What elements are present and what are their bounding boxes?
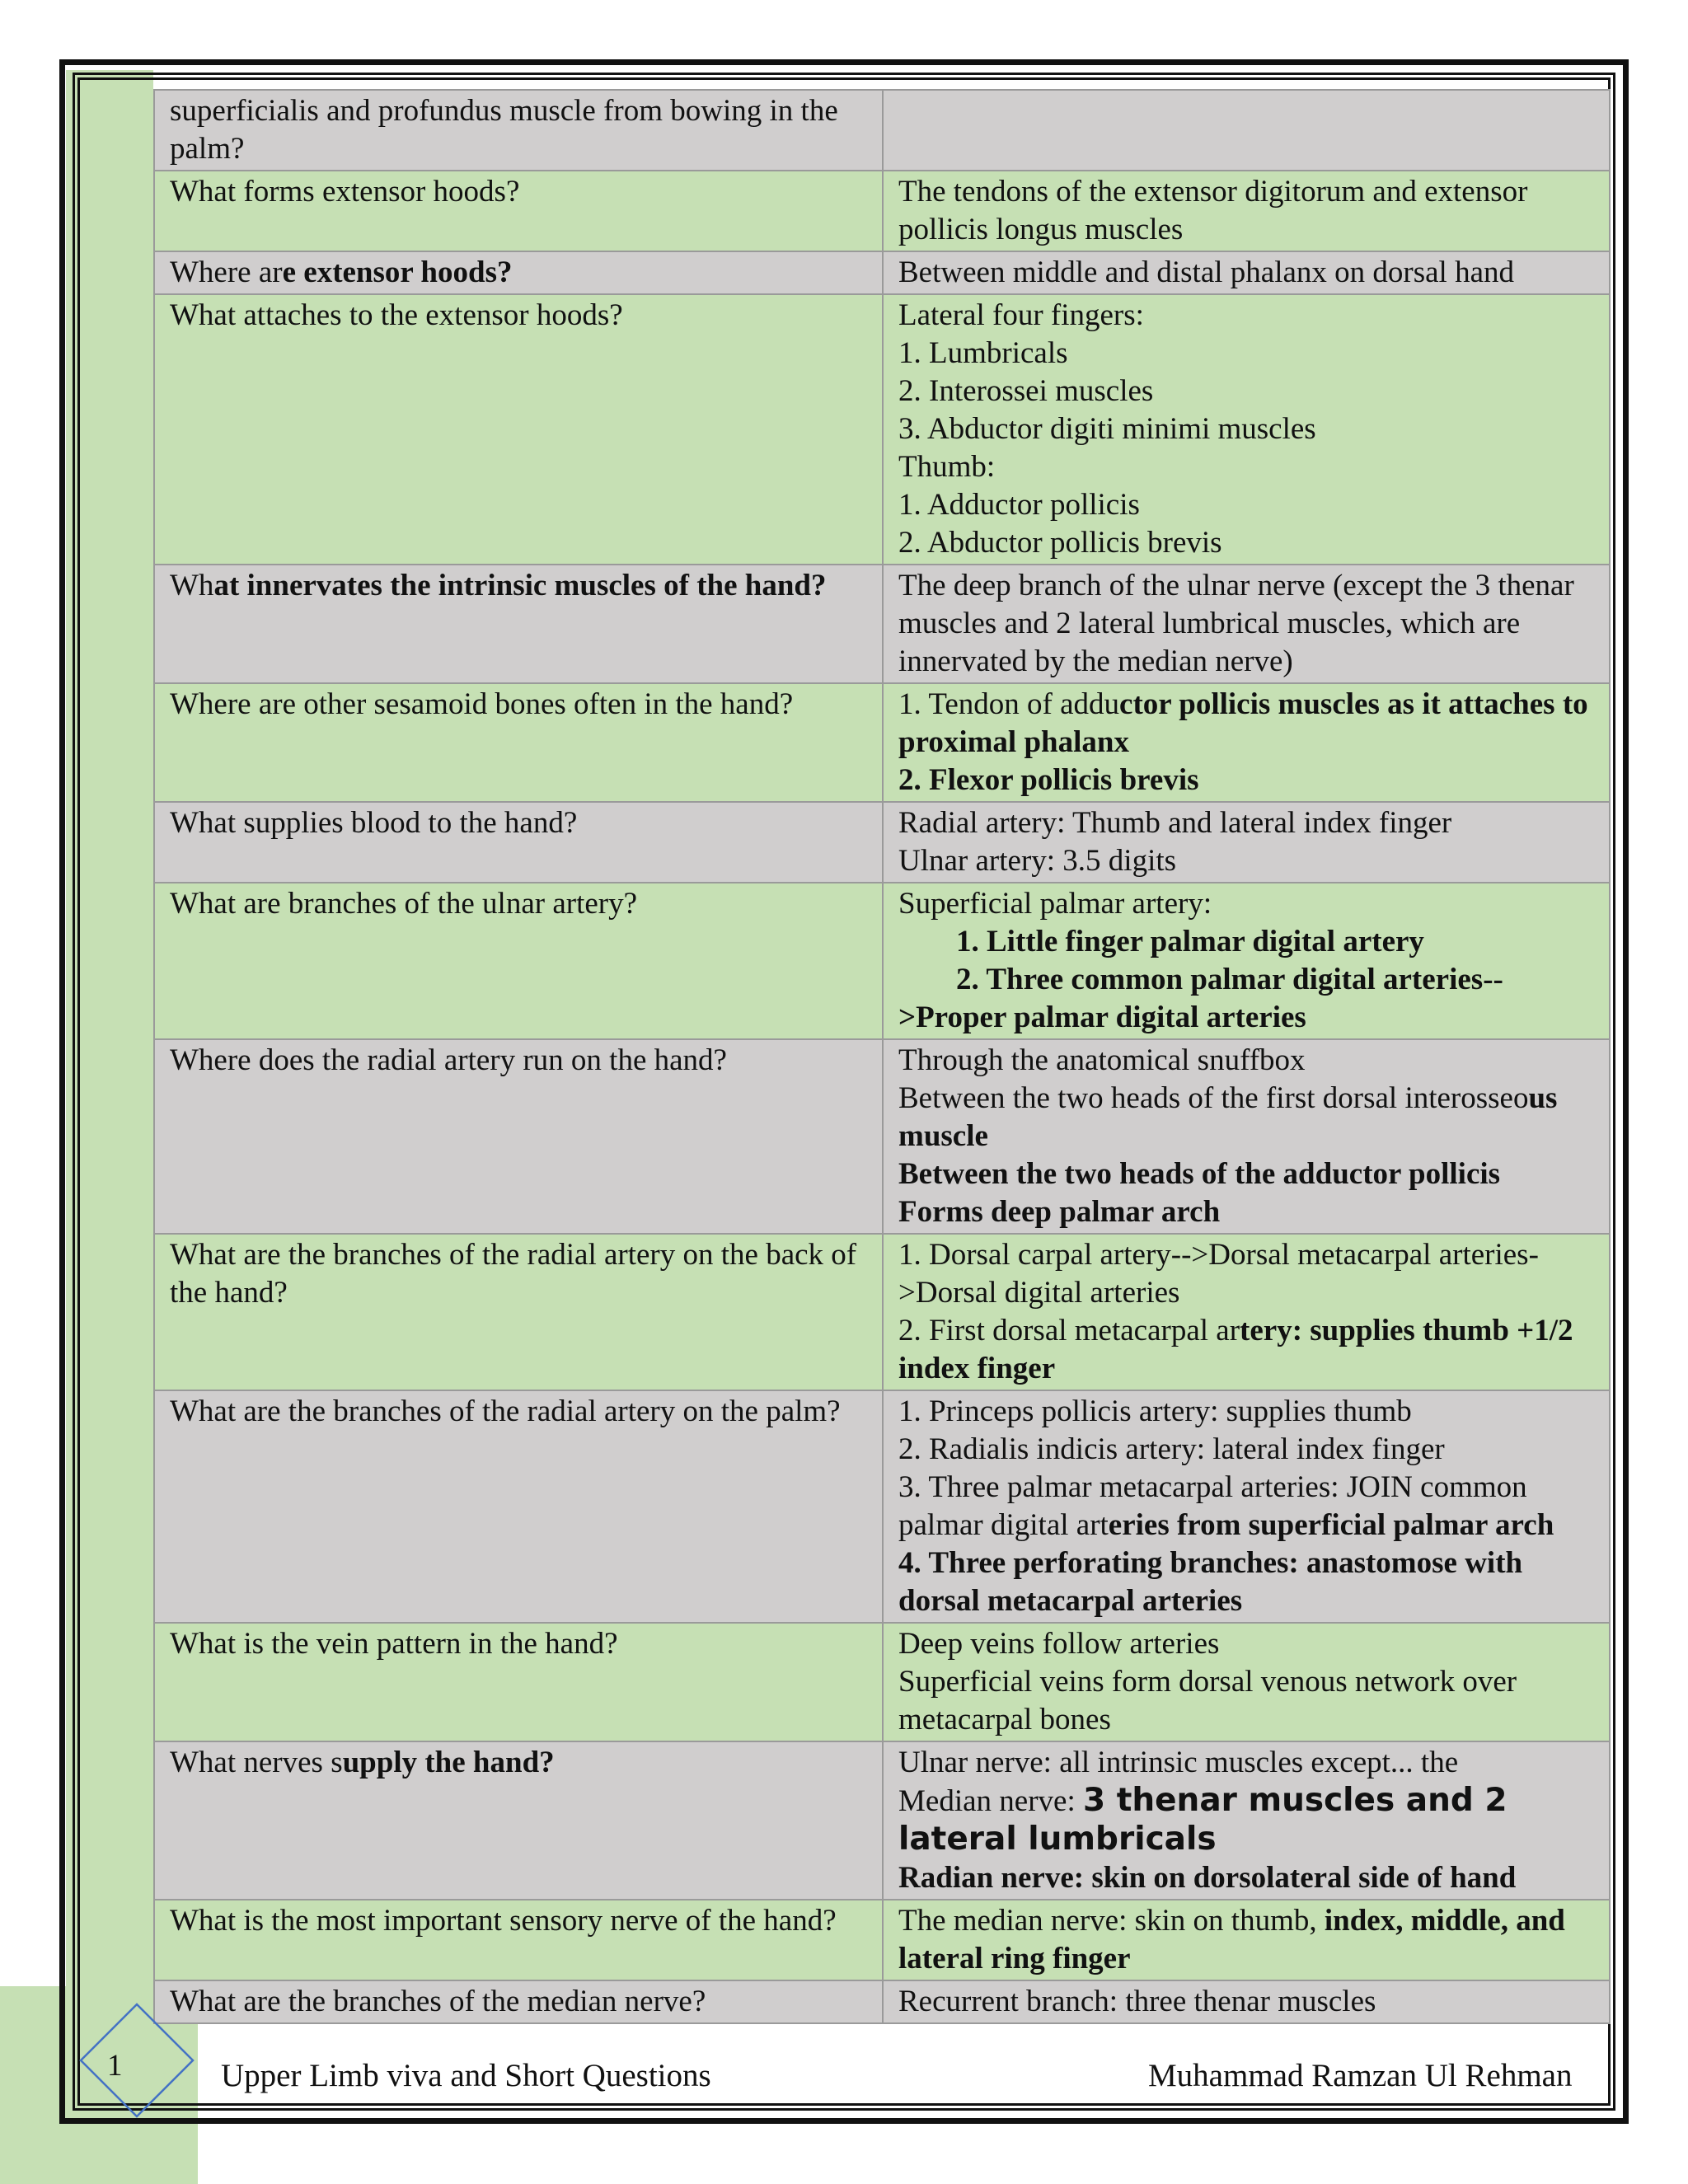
answer-text: Radial artery: Thumb and lateral index finger: [898, 806, 1452, 840]
answer-line: [898, 842, 1594, 880]
question-text: superficialis and profundus muscle from bowing in the palm?: [170, 94, 838, 166]
answer-line: [898, 173, 1594, 249]
answer-cell: [883, 90, 1610, 171]
question-text: What are the branches of the radial artery on the back of the hand?: [170, 1238, 857, 1310]
qa-row: [154, 90, 1610, 171]
answer-line: [898, 1744, 1594, 1782]
answer-cell: [883, 1234, 1610, 1390]
question-cell: [154, 1039, 883, 1234]
page-number: 1: [107, 2049, 123, 2083]
answer-line: [898, 1236, 1594, 1312]
question-text: What are branches of the ulnar artery?: [170, 887, 638, 921]
question-text: at innervates the intrinsic muscles of the hand?: [213, 569, 827, 602]
answer-line: [898, 1782, 1594, 1859]
answer-text: 4. Three perforating branches: anastomose with dorsal metacarpal arteries: [898, 1546, 1523, 1618]
answer-line: [898, 524, 1594, 562]
question-text: What nerves s: [170, 1746, 343, 1779]
answer-cell: [883, 1390, 1610, 1623]
question-cell: [154, 251, 883, 294]
qa-row: [154, 565, 1610, 683]
qa-row: [154, 1039, 1610, 1234]
answer-cell: [883, 1741, 1610, 1900]
answer-line: [898, 999, 1594, 1037]
question-cell: [154, 1390, 883, 1623]
answer-text: index, middle, and lateral ring finger: [898, 1904, 1565, 1975]
question-cell: [154, 802, 883, 883]
answer-text: 3. Abductor digiti minimi muscles: [898, 412, 1316, 446]
answer-text: Ulnar nerve: all intrinsic muscles except... the: [898, 1746, 1459, 1779]
answer-line: [898, 567, 1594, 681]
answer-cell: [883, 171, 1610, 251]
answer-text: Deep veins follow arteries: [898, 1627, 1220, 1661]
question-text: What is the most important sensory nerve of the hand?: [170, 1904, 837, 1938]
question-cell: [154, 565, 883, 683]
question-text: What are the branches of the median nerve?: [170, 1985, 706, 2018]
page-number-diamond-icon: [76, 1999, 198, 2121]
answer-cell: [883, 883, 1610, 1039]
answer-line: [898, 297, 1594, 335]
answer-text: 1. Princeps pollicis artery: supplies thumb: [898, 1394, 1412, 1428]
answer-text: 3. Three palmar metacarpal arteries: JOIN common palmar digital art: [898, 1470, 1527, 1542]
qa-row: [154, 1900, 1610, 1980]
question-cell: [154, 90, 883, 171]
answer-text: 1. Tendon of addu: [898, 687, 1120, 721]
answer-line: [898, 1902, 1594, 1978]
answer-line: [898, 686, 1594, 762]
answer-text: Median nerve:: [898, 1784, 1083, 1818]
answer-text: 3 thenar muscles and 2 lateral lumbricals: [898, 1782, 1507, 1858]
qa-row: [154, 1980, 1610, 2023]
answer-line: [898, 1983, 1594, 2021]
answer-text: us muscle: [898, 1081, 1558, 1153]
qa-row: [154, 1623, 1610, 1741]
answer-line: [898, 486, 1594, 524]
answer-line: [898, 762, 1594, 799]
answer-line: [898, 1544, 1594, 1620]
qa-row: [154, 251, 1610, 294]
answer-cell: [883, 1623, 1610, 1741]
answer-line: [898, 885, 1594, 923]
answer-line: [898, 335, 1594, 373]
answer-text: >Proper palmar digital arteries: [898, 1001, 1306, 1034]
answer-text: Recurrent branch: three thenar muscles: [898, 1985, 1376, 2018]
question-text: Where are other sesamoid bones often in the hand?: [170, 687, 794, 721]
qa-table-body: [154, 90, 1610, 2023]
answer-text: 2. First dorsal metacarpal ar: [898, 1314, 1240, 1347]
answer-text: 1. Little finger palmar digital artery: [956, 925, 1424, 958]
answer-line: [898, 1431, 1594, 1469]
answer-text: 2. Flexor pollicis brevis: [898, 763, 1199, 797]
qa-row: [154, 1234, 1610, 1390]
answer-line: [898, 804, 1594, 842]
question-text: Where does the radial artery run on the hand?: [170, 1043, 727, 1077]
question-cell: [154, 1234, 883, 1390]
answer-text: The tendons of the extensor digitorum and extensor pollicis longus muscles: [898, 175, 1528, 246]
qa-row: [154, 883, 1610, 1039]
answer-cell: [883, 294, 1610, 565]
question-text: upply the hand?: [342, 1746, 555, 1779]
question-text: What are the branches of the radial artery on the palm?: [170, 1394, 841, 1428]
question-text: What forms extensor hoods?: [170, 175, 520, 209]
question-text: Wh: [170, 569, 214, 602]
answer-text: 2. Three common palmar digital arteries--: [956, 963, 1503, 996]
answer-cell: [883, 565, 1610, 683]
question-text: What attaches to the extensor hoods?: [170, 298, 623, 332]
question-text: e extensor hoods?: [282, 255, 513, 289]
qa-table: [153, 89, 1611, 2024]
answer-line: [898, 1042, 1594, 1080]
answer-text: The deep branch of the ulnar nerve (except the 3 thenar muscles and 2 lateral lumbrical muscles, which are innervated by the median nerve): [898, 569, 1574, 678]
footer-title: Upper Limb viva and Short Questions: [221, 2058, 711, 2093]
answer-text: Superficial palmar artery:: [898, 887, 1212, 921]
question-text: What is the vein pattern in the hand?: [170, 1627, 618, 1661]
question-cell: [154, 1623, 883, 1741]
answer-text: Radian nerve: skin on dorsolateral side of hand: [898, 1861, 1517, 1895]
answer-text: Thumb:: [898, 450, 996, 484]
qa-row: [154, 171, 1610, 251]
question-cell: [154, 294, 883, 565]
question-cell: [154, 171, 883, 251]
qa-row: [154, 1390, 1610, 1623]
footer-author: Muhammad Ramzan Ul Rehman: [1148, 2058, 1573, 2093]
answer-line: [898, 1155, 1594, 1193]
qa-row: [154, 683, 1610, 802]
answer-cell: [883, 1980, 1610, 2023]
answer-cell: [883, 1900, 1610, 1980]
answer-text: ctor pollicis muscles as it attaches to proximal phalanx: [898, 687, 1588, 759]
question-cell: [154, 1741, 883, 1900]
answer-text: The median nerve: skin on thumb,: [898, 1904, 1325, 1938]
answer-text: Through the anatomical snuffbox: [898, 1043, 1306, 1077]
answer-line: [898, 1312, 1594, 1388]
question-cell: [154, 1900, 883, 1980]
answer-text: tery: supplies thumb +1/2 index finger: [898, 1314, 1573, 1385]
answer-text: Lateral four fingers:: [898, 298, 1144, 332]
question-text: Where ar: [170, 255, 283, 289]
qa-row: [154, 1741, 1610, 1900]
qa-row: [154, 802, 1610, 883]
answer-text: Between the two heads of the adductor pollicis: [898, 1157, 1501, 1191]
answer-line: [898, 373, 1594, 410]
question-cell: [154, 883, 883, 1039]
answer-line: [898, 410, 1594, 448]
answer-line: [898, 923, 1594, 961]
answer-line: [898, 1393, 1594, 1431]
answer-line: [898, 1663, 1594, 1739]
answer-line: [898, 1080, 1594, 1155]
answer-line: [898, 1193, 1594, 1231]
question-cell: [154, 683, 883, 802]
answer-text: eries from superficial palmar arch: [1108, 1508, 1554, 1542]
answer-text: 2. Interossei muscles: [898, 374, 1154, 408]
answer-text: 2. Radialis indicis artery: lateral index finger: [898, 1432, 1445, 1466]
answer-text: Superficial veins form dorsal venous network over metacarpal bones: [898, 1665, 1517, 1736]
question-cell: [154, 1980, 883, 2023]
answer-cell: [883, 251, 1610, 294]
answer-line: [898, 1859, 1594, 1897]
answer-line: [898, 448, 1594, 486]
answer-cell: [883, 1039, 1610, 1234]
answer-cell: [883, 683, 1610, 802]
answer-line: [898, 1625, 1594, 1663]
answer-line: [898, 1469, 1594, 1544]
answer-line: [898, 961, 1594, 999]
answer-text: 1. Lumbricals: [898, 336, 1068, 370]
answer-cell: [883, 802, 1610, 883]
answer-text: 1. Dorsal carpal artery-->Dorsal metacarpal arteries->Dorsal digital arteries: [898, 1238, 1539, 1310]
answer-text: 2. Abductor pollicis brevis: [898, 526, 1222, 560]
qa-row: [154, 294, 1610, 565]
answer-text: 1. Adductor pollicis: [898, 488, 1140, 522]
answer-text: Between middle and distal phalanx on dorsal hand: [898, 255, 1515, 289]
answer-text: Forms deep palmar arch: [898, 1195, 1221, 1229]
answer-line: [898, 254, 1594, 292]
question-text: What supplies blood to the hand?: [170, 806, 578, 840]
answer-text: Between the two heads of the first dorsal interosseo: [898, 1081, 1529, 1115]
answer-text: Ulnar artery: 3.5 digits: [898, 844, 1177, 878]
